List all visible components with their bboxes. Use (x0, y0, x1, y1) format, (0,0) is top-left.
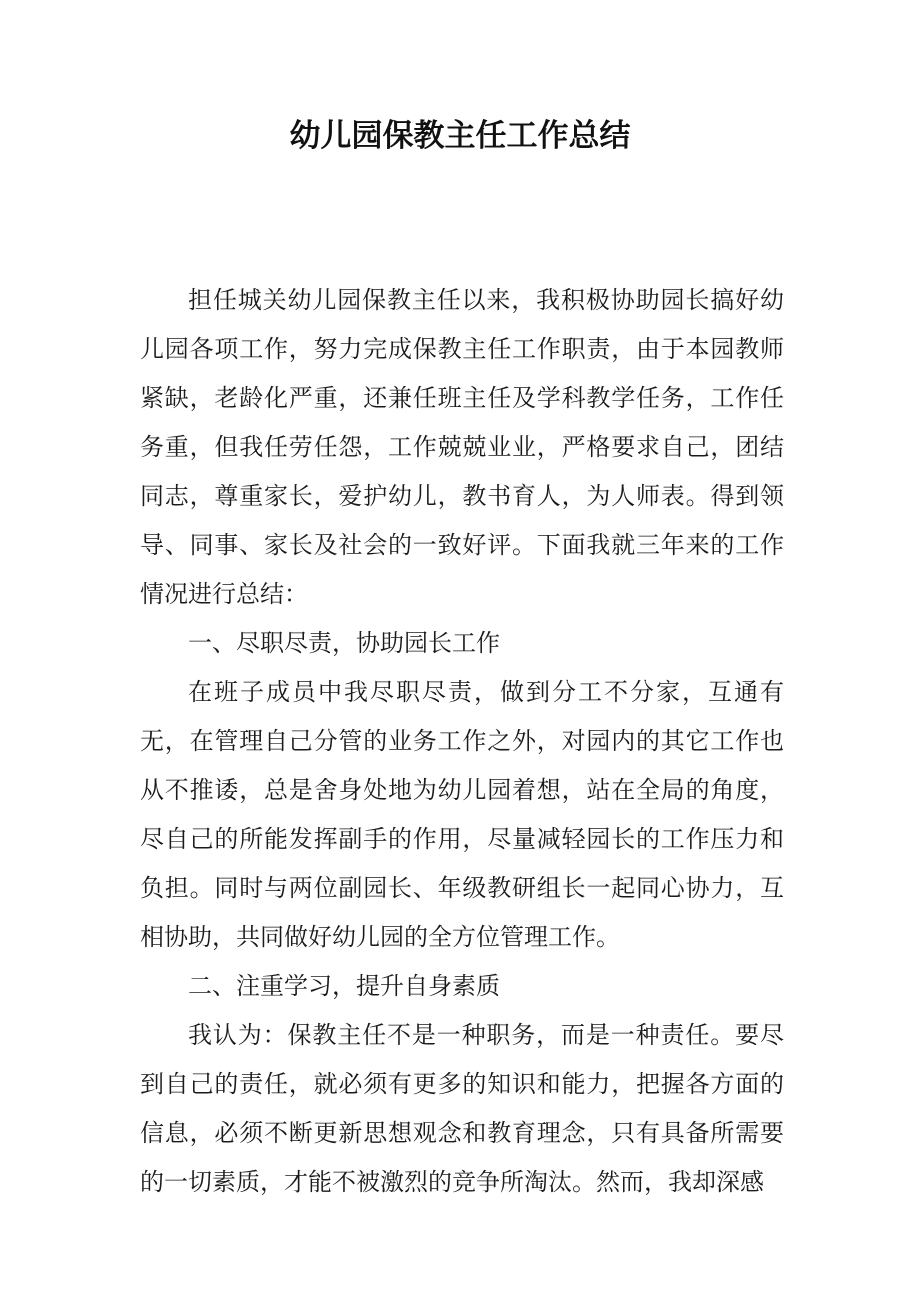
section-heading-2: 二、注重学习，提升自身素质 (188, 972, 500, 1000)
paragraph-section-1: 在班子成员中我尽职尽责，做到分工不分家，互通有无，在管理自己分管的业务工作之外，对园内的其它工作也从不推诿，总是舍身处地为幼儿园着想，站在全局的角度，尽自己的所能发挥副手的作用，尽量减轻园长的工作压力和负担。同时与两位副园长、年级教研组长一起同心协力，互相协助，共同做好幼儿园的全方位管理工作。 (140, 678, 784, 951)
paragraph-section-2: 我认为：保教主任不是一种职务，而是一种责任。要尽到自己的责任，就必须有更多的知识和能力，把握各方面的信息，必须不断更新思想观念和教育理念，只有具备所需要的一切素质，才能不被激烈的竞争所淘汰。然而，我却深感 (140, 1021, 784, 1196)
document-body (140, 276, 784, 1207)
section-heading-1: 一、尽职尽责，协助园长工作 (188, 629, 500, 657)
paragraph-intro: 担任城关幼儿园保教主任以来，我积极协助园长搞好幼儿园各项工作，努力完成保教主任工作职责，由于本园教师紧缺，老龄化严重，还兼任班主任及学科教学任务，工作任务重，但我任劳任怨，工作兢兢业业，严格要求自己，团结同志，尊重家长，爱护幼儿，教书育人，为人师表。得到领导、同事、家长及社会的一致好评。下面我就三年来的工作情况进行总结： (140, 286, 784, 608)
document-title: 幼儿园保教主任工作总结 (289, 118, 631, 154)
